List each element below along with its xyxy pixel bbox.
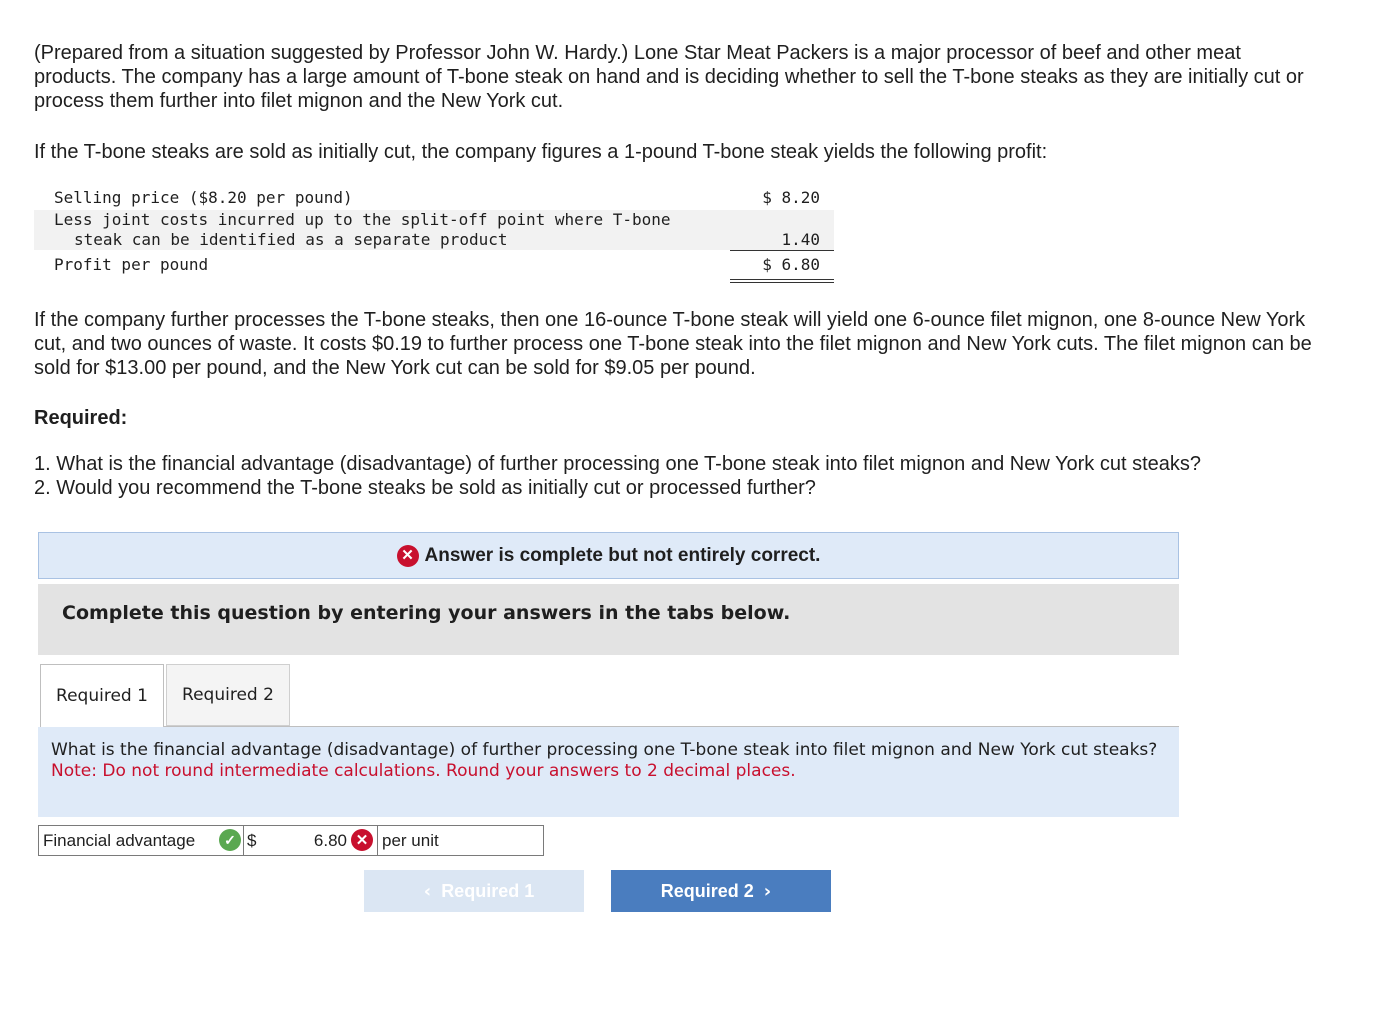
- required-heading: Required:: [34, 407, 128, 429]
- profit-intro: If the T-bone steaks are sold as initially cut, the company figures a 1-pound T-bone steak yields the following profit:: [34, 141, 1048, 163]
- answer-value: 6.80: [313, 830, 347, 850]
- tab-label: Required 1: [56, 686, 148, 706]
- selling-price-label: Selling price ($8.20 per pound): [54, 188, 353, 207]
- table-row: [34, 188, 834, 210]
- total-double-rule: [730, 279, 834, 283]
- answer-unit: per unit: [382, 830, 439, 850]
- instruction-text: Complete this question by entering your answers in the tabs below.: [62, 602, 791, 624]
- subtotal-rule: [730, 250, 834, 251]
- table-row: [34, 255, 834, 277]
- tab-required-1[interactable]: [40, 664, 164, 727]
- further-processing-text: If the company further processes the T-bone steaks, then one 16-ounce T-bone steak will yield one 6-ounce filet mignon, one 8-ounce New York cut, and two ounces of waste. It costs $0.19 to further process one T-bone steak into the filet mignon and New York cuts. The filet mignon can be sold for $13.00 per pound, and the New York cut can be sold for $9.05 per pound.: [34, 309, 1312, 379]
- next-label: Required 2: [660, 880, 754, 901]
- tab-label: Required 2: [182, 685, 274, 705]
- answer-value-input[interactable]: [263, 826, 378, 855]
- list-item: 2. Would you recommend the T-bone steaks be sold as initially cut or processed further?: [34, 477, 816, 499]
- joint-costs-label-line2: steak can be identified as a separate product: [74, 230, 508, 249]
- result-banner: [38, 532, 1179, 579]
- chevron-right-icon: ›: [763, 880, 772, 902]
- tab-required-2[interactable]: [166, 664, 290, 726]
- prev-button[interactable]: [364, 870, 584, 912]
- x-icon: ✕: [397, 545, 419, 567]
- problem-intro: (Prepared from a situation suggested by Professor John W. Hardy.) Lone Star Meat Packers is a major processor of beef and other meat products. The company has a large amount of T-bone steak on hand and is deciding whether to sell the T-bone steaks as they are initially cut or process them further into filet mignon and the New York cut.: [34, 42, 1304, 112]
- banner-text: Answer is complete but not entirely correct.: [424, 544, 821, 566]
- profit-amount: $ 6.80: [762, 255, 820, 274]
- question-text: What is the financial advantage (disadvantage) of further processing one T-bone steak into filet mignon and New York cut steaks?: [51, 740, 1158, 760]
- chevron-left-icon: ‹: [423, 880, 432, 902]
- selling-price-amount: $ 8.20: [762, 188, 820, 207]
- question-note: Note: Do not round intermediate calculations. Round your answers to 2 decimal places.: [51, 761, 796, 781]
- checkmark-icon: ✓: [219, 829, 241, 851]
- answer-row: [38, 825, 544, 856]
- joint-costs-label-line1: Less joint costs incurred up to the split-off point where T-bone: [54, 210, 671, 229]
- currency-symbol: $: [247, 830, 257, 850]
- list-item: 1. What is the financial advantage (disadvantage) of further processing one T-bone steak into filet mignon and New York cut steaks?: [34, 453, 1201, 475]
- instruction-box: [38, 584, 1179, 655]
- answer-label: Financial advantage: [43, 830, 196, 850]
- profit-label: Profit per pound: [54, 255, 209, 274]
- answer-label-cell[interactable]: [39, 826, 244, 855]
- next-button[interactable]: [611, 870, 831, 912]
- prev-label: Required 1: [441, 880, 535, 901]
- x-icon: ✕: [351, 829, 373, 851]
- table-row: [34, 210, 834, 250]
- requirements-list: [34, 452, 1201, 500]
- question-box: [38, 727, 1179, 817]
- joint-costs-amount: 1.40: [781, 230, 820, 249]
